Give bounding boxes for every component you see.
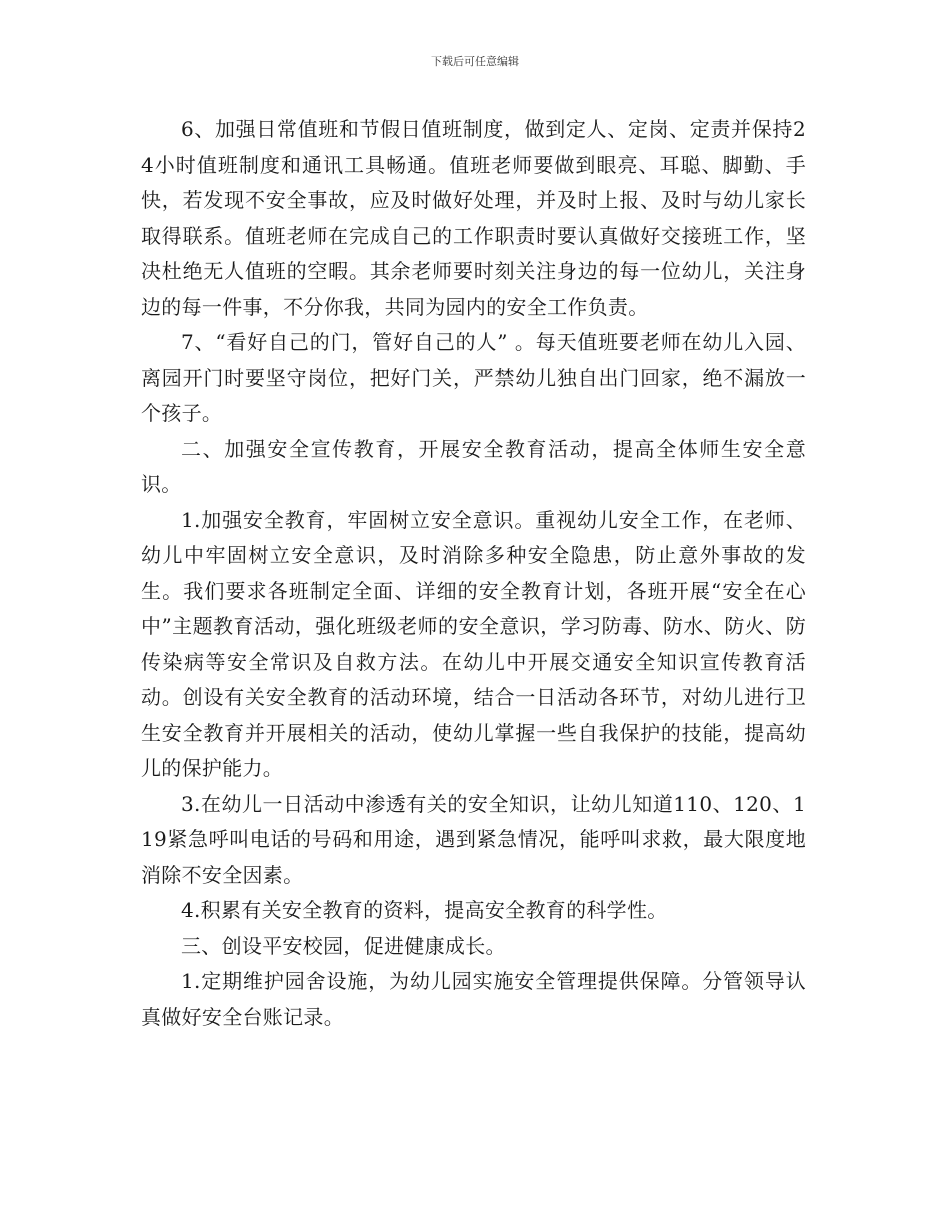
paragraph-gate-watch: 7、“看好自己的门，管好自己的人” 。每天值班要老师在幼儿入园、离园开门时要坚守岗位，把好门关，严禁幼儿独自出门回家，绝不漏放一个孩子。	[141, 330, 806, 425]
page-header: 下载后可任意编辑	[431, 55, 519, 68]
paragraph-emergency-numbers: 3.在幼儿一日活动中渗透有关的安全知识，让幼儿知道110、120、119紧急呼叫电话的号码和用途，遇到紧急情况，能呼叫求救，最大限度地消除不安全因素。	[141, 791, 806, 887]
paragraph-facility-maintenance: 1.定期维护园舍设施，为幼儿园实施安全管理提供保障。分管领导认真做好安全台账记录。	[141, 969, 806, 1029]
document-body	[141, 112, 806, 1035]
section-heading-safe-campus: 三、创设平安校园，促进健康成长。	[181, 933, 506, 958]
section-heading-safety-education: 二、加强安全宣传教育，开展安全教育活动，提高全体师生安全意识。	[141, 436, 806, 496]
paragraph-safety-awareness: 1.加强安全教育，牢固树立安全意识。重视幼儿安全工作，在老师、幼儿中牢固树立安全意识，及时消除多种安全隐患，防止意外事故的发生。我们要求各班制定全面、详细的安全教育计划，各班开展“安全在心中”主题教育活动，强化班级老师的安全意识，学习防毒、防水、防火、防传染病等安全常识及自救方法。在幼儿中开展交通安全知识宣传教育活动。创设有关安全教育的活动环境，结合一日活动各环节，对幼儿进行卫生安全教育并开展相关的活动，使幼儿掌握一些自我保护的技能，提高幼儿的保护能力。	[141, 507, 806, 780]
paragraph-education-materials: 4.积累有关安全教育的资料，提高安全教育的科学性。	[181, 898, 668, 922]
paragraph-duty-system: 6、加强日常值班和节假日值班制度，做到定人、定岗、定责并保持24小时值班制度和通讯工具畅通。值班老师要做到眼亮、耳聪、脚勤、手快，若发现不安全事故，应及时做好处理，并及时上报、及时与幼儿家长取得联系。值班老师在完成自己的工作职责时要认真做好交接班工作，坚决杜绝无人值班的空暇。其余老师要时刻关注身边的每一位幼儿，关注身边的每一件事，不分你我，共同为园内的安全工作负责。	[141, 117, 806, 319]
